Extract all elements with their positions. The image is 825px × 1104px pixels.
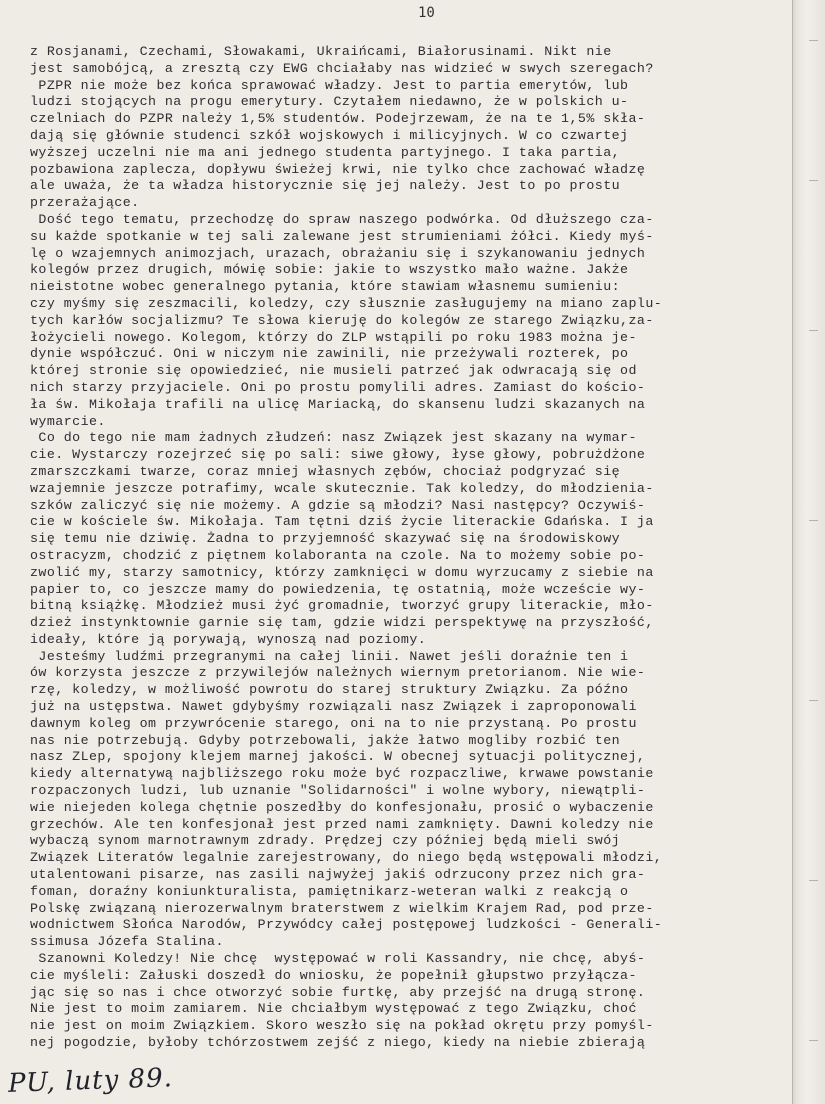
scan-edge-strip: [792, 0, 825, 1104]
typewritten-body-text: z Rosjanami, Czechami, Słowakami, Ukraińcami, Białorusinami. Nikt nie jest samobójcą, a zresztą czy EWG chciałaby nas widzieć w swych szeregach? PZPR nie może bez końca sprawować władzy. Jest to partia emerytów, lub ludzi stojących na progu emerytury. Czytałem niedawno, że w polskich u- czelniach do PZPR należy 1,5% studentów. Podejrzewam, że na te 1,5% skła- dają się głównie studenci szkół wojskowych i milicyjnych. W co czwartej wyższej uczelni nie ma ani jednego studenta partyjnego. I taka partia, pozbawiona zaplecza, dopływu świeżej krwi, nie tylko chce zachować władzę ale uważa, że ta władza historycznie się jej należy. Jest to po prostu przerażające. Dość tego tematu, przechodzę do spraw naszego podwórka. Od dłuższego cza- su każde spotkanie w tej sali zalewane jest strumieniami żółci. Kiedy myś- lę o wzajemnych animozjach, urazach, obrażaniu się i szykanowaniu jednych kolegów przez drugich, mówię sobie: jakie to wszystko mało ważne. Jakże nieistotne wobec generalnego pytania, które stawiam własnemu sumieniu: czy myśmy się zeszmacili, koledzy, czy słusznie zasługujemy na miano zaplu- tych karłów socjalizmu? Te słowa kieruję do kolegów ze starego Związku,za- łożycieli nowego. Kolegom, którzy do ZLP wstąpili po roku 1983 można je- dynie współczuć. Oni w niczym nie zawinili, nie przeżywali rozterek, po której stronie się opowiedzieć, nie musieli patrzeć jak odwracają się od nich starzy przyjaciele. Oni po prostu pomylili adres. Zamiast do kościo- ła św. Mikołaja trafili na ulicę Mariacką, do skansenu ludzi skazanych na wymarcie. Co do tego nie mam żadnych złudzeń: nasz Związek jest skazany na wymar- cie. Wystarczy rozejrzeć się po sali: siwe głowy, łyse głowy, pobrużdżone zmarszczkami twarze, coraz mniej własnych zębów, chociaż podgryzać się wzajemnie jeszcze potrafimy, wcale skutecznie. Tak koledzy, do młodzienia- szków zaliczyć się nie możemy. A gdzie są młodzi? Nasi następcy? Oczywiś- cie w kościele św. Mikołaja. Tam tętni dziś życie literackie Gdańska. I ja się temu nie dziwię. Żadna to przyjemność skazywać się na środowiskowy ostracyzm, chodzić z piętnem kolaboranta na czole. Na to możemy sobie po- zwolić my, starzy samotnicy, którzy zamknięci w domu wyrzucamy z siebie na papier to, co jeszcze mamy do powiedzenia, tę ostatnią, może wczeście wy- bitną książkę. Młodzież musi żyć gromadnie, tworzyć grupy literackie, mło- dzież instynktownie garnie się tam, gdzie widzi perspektywę na przyszłość, ideały, które ją porywają, wynoszą nad poziomy. Jesteśmy ludźmi przegranymi na całej linii. Nawet jeśli doraźnie ten i ów korzysta jeszcze z przywilejów należnych wiernym pretorianom. Nie wie- rzę, koledzy, w możliwość powrotu do starej struktury Związku. Za późno już na ustępstwa. Nawet gdybyśmy rozwiązali nasz Związek i zaproponowali dawnym koleg om przywrócenie starego, oni na to nie przystaną. Po prostu nas nie potrzebują. Gdyby potrzebowali, jakże łatwo mogliby rozbić ten nasz ZLep, spojony klejem marnej jakości. W obecnej sytuacji politycznej, kiedy alternatywą najbliższego roku może być rozpaczliwe, krwawe powstanie rozpaczonych ludzi, lub uznanie "Solidarności" i wolne wybory, niewątpli- wie niejeden kolega chętnie poszedłby do konfesjonału, prosić o wybaczenie grzechów. Ale ten konfesjonał jest przed nami zamknięty. Dawni koledzy nie wybaczą synom marnotrawnym zdrady. Prędzej czy później będą mieli swój Związek Literatów legalnie zarejestrowany, do niego będą wstępowali młodzi, utalentowani pisarze, nas zasili najwyżej jakiś odrzucony przez nich gra- foman, doraźny koniunkturalista, pamiętnikarz-weteran walki z reakcją o Polskę związaną nierozerwalnym braterstwem z wielkim Krajem Rad, pod prze- wodnictwem Słońca Narodów, Przywódcy całej postępowej ludzkości - Generali- ssimusa Józefa Stalina. Szanowni Koledzy! Nie chcę występować w roli Kassandry, nie chcę, abyś- cie myśleli: Załuski doszedł do wniosku, że popełnił głupstwo przyłącza- jąc się so nas i chce otworzyć sobie furtkę, aby przejść na drugą stronę. Nie jest to moim zamiarem. Nie chciałbym występować z tego Związku, choć nie jest on moim Związkiem. Skoro weszło się na pokład okrętu przy pomyśl- nej pogodzie, byłoby tchórzostwem zejść z niego, kiedy na niebie zbierają: [30, 44, 663, 1051]
page-number: 10: [418, 5, 435, 21]
handwritten-annotation: PU, luty 89.: [7, 1063, 174, 1099]
